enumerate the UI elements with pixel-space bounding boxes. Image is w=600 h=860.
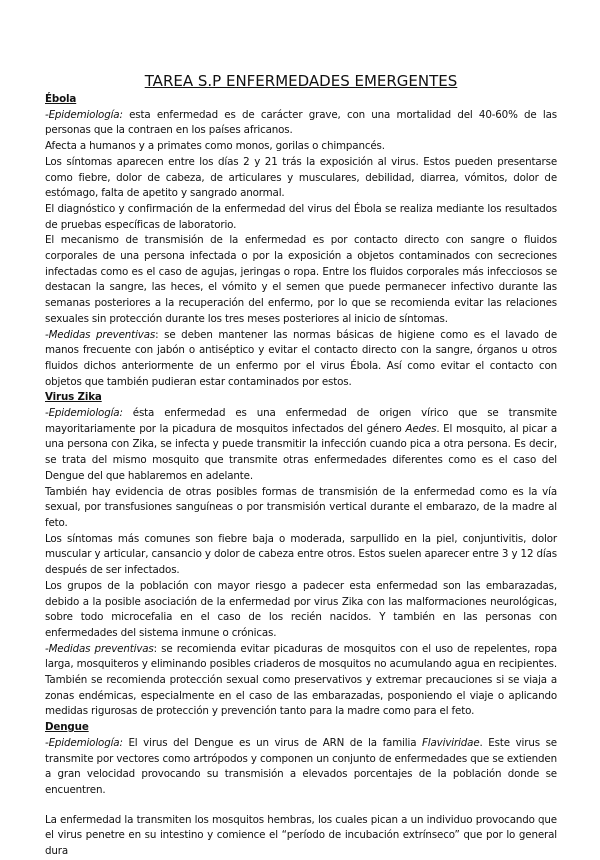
paragraph-label: -Medidas preventivas <box>45 642 154 655</box>
document-title: TAREA S.P ENFERMEDADES EMERGENTES <box>144 72 458 90</box>
paragraph: Afecta a humanos y a primates como monos, gorilas o chimpancés. <box>45 140 385 153</box>
document-body <box>45 70 557 860</box>
paragraph: La enfermedad la transmiten los mosquitos hembras, los cuales pican a un individuo provocando que el virus penetre en su intestino y comience el “período de incubación extrínseco” que por lo general dura <box>45 813 557 858</box>
section-heading-dengue: Dengue <box>45 721 89 734</box>
section-heading-zika: Virus Zika <box>45 391 102 404</box>
paragraph-label: -Epidemiología: <box>45 407 123 420</box>
paragraph: -Epidemiología: ésta enfermedad es una enfermedad de origen vírico que se transmite mayoritariamente por la picadura de mosquitos infectados del género Aedes. El mosquito, al picar a una persona con Zika, se infecta y puede transmitir la infección cuando pica a otra persona. Es decir, se trata del mismo mosquito que transmite otras enfermedades diferentes como es el caso del Dengue del que hablaremos en adelante. <box>45 407 557 482</box>
paragraph: El diagnóstico y confirmación de la enfermedad del virus del Ébola se realiza mediante los resultados de pruebas específicas de laboratorio. <box>45 202 557 231</box>
section-heading-ebola: Ébola <box>45 93 77 105</box>
paragraph: Los síntomas aparecen entre los días 2 y 21 trás la exposición al virus. Estos pueden presentarse como fiebre, dolor de cabeza, de articulares y musculares, debilidad, diarrea, vómitos, dolor de estómago, falta de apetito y sangrado anormal. <box>45 155 557 200</box>
paragraph-spacer <box>45 799 557 813</box>
paragraph: -Medidas preventivas: se recomienda evitar picaduras de mosquitos con el uso de repelentes, ropa larga, mosquiteros y eliminando posibles criaderos de mosquitos no acumulando agua en recipientes. También se recomienda protección sexual como preservativos y extremar precauciones si se viaja a zonas endémicas, especialmente en el caso de las embarazadas, posponiendo el viaje o aplicando medidas rigurosas de protección y prevención tanto para la madre como para el feto. <box>45 642 557 718</box>
paragraph: -Epidemiología: esta enfermedad es de carácter grave, con una mortalidad del 40-60% de las personas que la contraen en los países africanos. <box>45 108 557 137</box>
paragraph-label: -Medidas preventivas <box>45 328 156 341</box>
paragraph: -Medidas preventivas: se deben mantener las normas básicas de higiene como es el lavado de manos frecuente con jabón o antiséptico y evitar el contacto directo con la sangre, órganos u otros fluidos dichos anteriormente de un enfermo por el virus Ébola. Así como evitar el contacto con objetos que también pudieran estar contaminados por estos. <box>45 328 557 388</box>
paragraph: También hay evidencia de otras posibles formas de transmisión de la enfermedad como es la vía sexual, por transfusiones sanguíneas o por transmisión vertical durante el embarazo, de la madre al feto. <box>45 485 557 529</box>
paragraph-label: -Epidemiología: <box>45 108 123 121</box>
paragraph: El mecanismo de transmisión de la enfermedad es por contacto directo con sangre o fluidos corporales de una persona infectada o por la exposición a objetos contaminados con secreciones infectadas como es el caso de agujas, jeringas o ropa. Entre los fluidos corporales más infecciosos se destacan la sangre, las heces, el vómito y el semen que puede permanecer infectivo durante las semanas posteriores a la recuperación del enfermo, por lo que se recomienda evitar las relaciones sexuales sin protección durante los tres meses posteriores al inicio de síntomas. <box>45 234 557 325</box>
paragraph: Los grupos de la población con mayor riesgo a padecer esta enfermedad son las embarazadas, debido a la posible asociación de la enfermedad por virus Zika con las malformaciones neurológicas, sobre todo microcefalia en el caso de los recién nacidos. Y también en las personas con enfermedades del sistema inmune o crónicas. <box>45 579 557 639</box>
paragraph: Los síntomas más comunes son fiebre baja o moderada, sarpullido en la piel, conjuntivitis, dolor muscular y articular, cansancio y dolor de cabeza entre otros. Estos suelen aparecer entre 3 y 12 días después de ser infectados. <box>45 532 557 577</box>
paragraph: -Epidemiología: El virus del Dengue es un virus de ARN de la familia Flaviviridae. Este virus se transmite por vectores como artrópodos y componen un conjunto de enfermedades que se extienden a gran velocidad provocando su transmisión a elevados porcentajes de la población donde se encuentren. <box>45 736 557 796</box>
paragraph-label: -Epidemiología: <box>45 736 123 749</box>
